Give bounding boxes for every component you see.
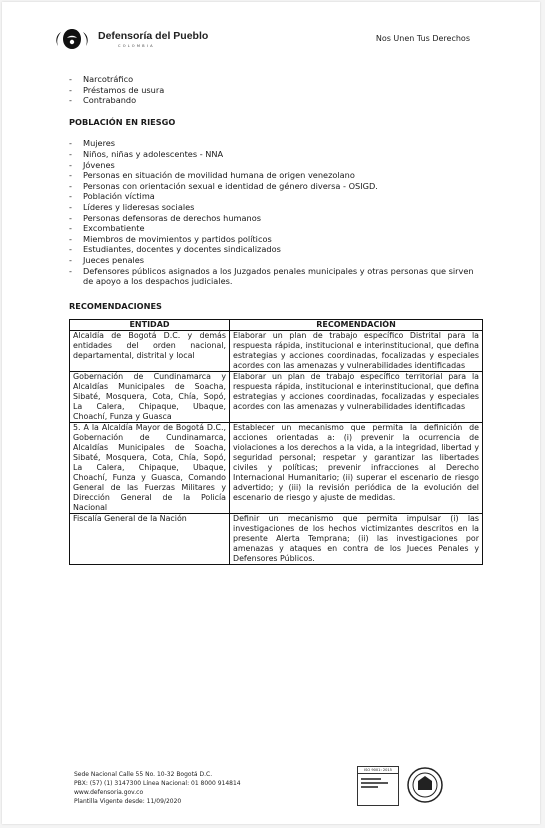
list-item: - Jóvenes [69,160,485,171]
list-item: - Miembros de movimientos y partidos políticos [69,234,485,245]
document-page [2,2,540,824]
page-footer [74,770,241,806]
table-header-row [70,320,483,331]
list-item: - Estudiantes, docentes y docentes sindicalizados [69,244,485,255]
column-header-entidad: ENTIDAD [70,320,230,331]
list-item: - Excombatiente [69,223,485,234]
page-header [52,22,492,56]
logo-title: Defensoría del Pueblo [98,30,209,42]
table-row [70,331,483,372]
list-item: - Niños, niñas y adolescentes - NNA [69,149,485,160]
footer-phone: PBX: (57) (1) 3147300 Línea Nacional: 01 8000 914814 [74,780,241,787]
defensoria-logo-icon [52,26,92,52]
section-heading-poblacion: POBLACIÓN EN RIESGO [69,116,176,127]
list-item: - Población víctima [69,191,485,202]
certification-seal-icon [406,766,444,804]
list-item: - Contrabando [69,95,485,106]
cell-recomendacion: Establecer un mecanismo que permita la definición de acciones orientadas a: (i) prevenir la ocurrencia de violaciones a los derechos a la vida, a la integridad, libertad y seguridad personal; respetar y garantizar las libertades civiles y políticas; prevenir infracciones al Derecho Internacional Humanitario; (ii) superar el escenario de riesgo advertido; y (iii) la revisión periódica de la evolución del escenario de riesgo y ajuste de medidas. [230,423,483,514]
footer-address: Sede Nacional Calle 55 No. 10-32 Bogotá D.C. [74,771,213,778]
iso-label: ISO 9001: 2015 [358,767,398,774]
cell-entidad: Gobernación de Cundinamarca y Alcaldías Municipales de Soacha, Sibaté, Mosquera, Cota, Chía, Sopó, La Calera, Chipaque, Ubaque, Choachí, Funza y Guasca [70,372,230,423]
document-body [69,74,485,565]
list-item: - Préstamos de usura [69,85,485,96]
top-list [69,74,485,106]
recommendations-table [69,319,483,565]
table-row [70,423,483,514]
list-item: - Jueces penales [69,255,485,266]
list-item: - Narcotráfico [69,74,485,85]
section-heading-recomendaciones: RECOMENDACIONES [69,300,162,311]
header-tagline: Nos Unen Tus Derechos [375,34,470,43]
footer-template-date: Plantilla Vigente desde: 11/09/2020 [74,798,182,805]
cell-entidad: Alcaldía de Bogotá D.C. y demás entidades del orden nacional, departamental, distrital y local [70,331,230,372]
certification-mark-icon [358,774,398,792]
cell-recomendacion: Elaborar un plan de trabajo específico Distrital para la respuesta rápida, institucional e interinstitucional, que defina estrategias y acciones coordinadas, focalizadas y especiales acordes con las amenazas y vulnerabilidades identificadas [230,331,483,372]
table-row [70,372,483,423]
list-item: - Personas con orientación sexual e identidad de género diversa - OSIGD. [69,181,485,192]
logo-subtitle: COLOMBIA [118,44,155,48]
poblacion-list [69,138,485,286]
cell-entidad: Fiscalía General de la Nación [70,514,230,565]
list-item: - Personas defensoras de derechos humanos [69,213,485,224]
column-header-recomendacion: RECOMENDACIÓN [230,320,483,331]
list-item: - Personas en situación de movilidad humana de origen venezolano [69,170,485,181]
cell-recomendacion: Elaborar un plan de trabajo específico territorial para la respuesta rápida, institucional e interinstitucional, que defina estrategias y acciones coordinadas, focalizadas y especiales acordes con las amenazas y vulnerabilidades identificadas [230,372,483,423]
list-item: - Defensores públicos asignados a los Juzgados penales municipales y otras personas que sirven de apoyo a los despachos judiciales. [69,266,485,287]
iso-certification-badge [357,766,399,806]
list-item: - Mujeres [69,138,485,149]
cell-recomendacion: Definir un mecanismo que permita impulsar (i) las investigaciones de los hechos victimizantes descritos en la presente Alerta Temprana; (ii) las investigaciones por amenazas y ataques en contra de los Jueces Penales y Defensores Públicos. [230,514,483,565]
cell-entidad: 5. A la Alcaldía Mayor de Bogotá D.C., Gobernación de Cundinamarca, Alcaldías Municipales de Soacha, Sibaté, Mosquera, Cota, Chía, Sopó, La Calera, Chipaque, Ubaque, Choachí, Funza y Guasca, Comando General de las Fuerzas Militares y Dirección General de la Policía Nacional [70,423,230,514]
footer-website: www.defensoria.gov.co [74,789,144,796]
list-item: - Líderes y lideresas sociales [69,202,485,213]
table-row [70,514,483,565]
